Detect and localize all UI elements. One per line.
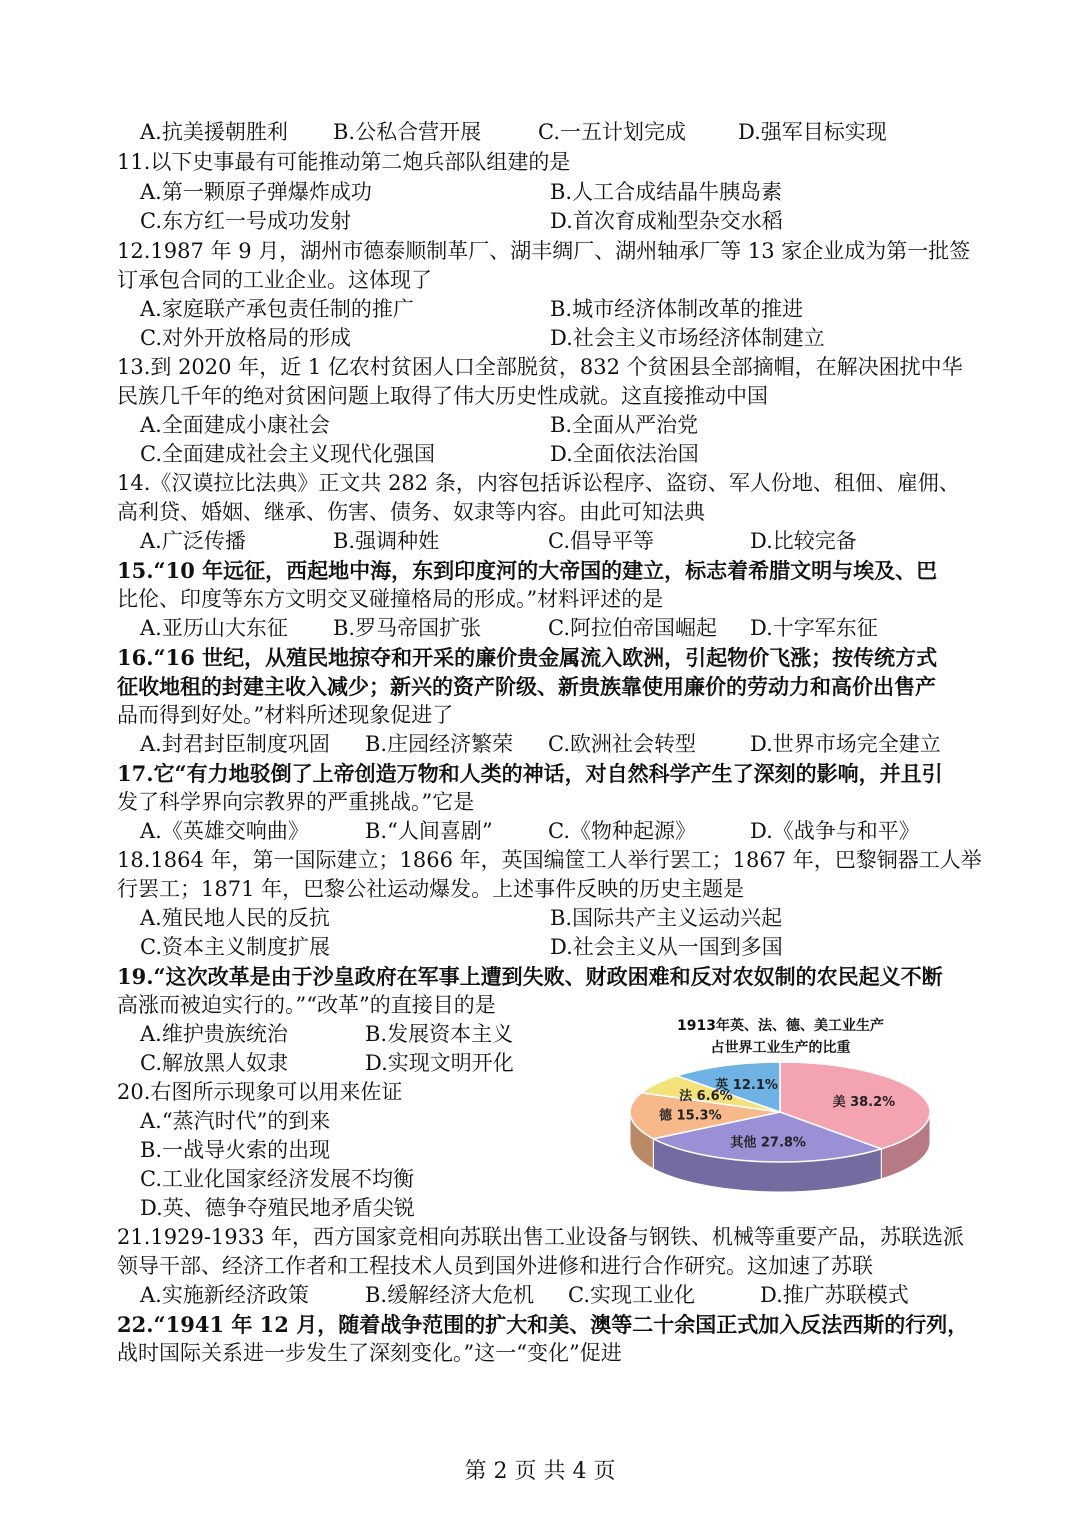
q20-stem: 20.右图所示现象可以用来佐证	[117, 1080, 403, 1104]
q15-stem-line2: 比伦、印度等东方文明交叉碰撞格局的形成。”材料评述的是	[117, 587, 664, 611]
q16-stem-line2: 征收地租的封建主收入减少；新兴的资产阶级、新贵族靠使用廉价的劳动力和高价出售产	[117, 674, 936, 699]
q21-option-d: D.推广苏联模式	[760, 1283, 909, 1307]
q22-stem-line1: 22.“1941 年 12 月，随着战争范围的扩大和美、澳等二十余国正式加入反法西斯的行列，	[117, 1312, 969, 1337]
q14-option-c: C.倡导平等	[548, 529, 654, 553]
q19-option-b: B.发展资本主义	[365, 1022, 514, 1046]
q11-stem: 11.以下史事最有可能推动第二炮兵部队组建的是	[117, 150, 571, 174]
q16-option-d: D.世界市场完全建立	[750, 732, 941, 756]
q15-option-d: D.十字军东征	[750, 616, 878, 640]
q18-option-b: B.国际共产主义运动兴起	[550, 906, 783, 930]
q15-stem-line1: 15.“10 年远征，西起地中海，东到印度河的大帝国的建立，标志着希腊文明与埃及、巴	[117, 558, 938, 583]
q12-option-b: B.城市经济体制改革的推进	[550, 297, 804, 321]
q21-stem-line2: 领导干部、经济工作者和工程技术人员到国外进修和进行合作研究。这加速了苏联	[117, 1254, 873, 1278]
q19-option-c: C.解放黑人奴隶	[140, 1051, 288, 1075]
q12-stem-line1: 12.1987 年 9 月，湖州市德泰顺制革厂、湖丰绸厂、湖州轴承厂等 13 家企业成为第一批签	[117, 239, 971, 263]
industrial-share-pie-chart	[618, 1015, 943, 1205]
q16-option-b: B.庄园经济繁荣	[365, 732, 514, 756]
q11-option-a: A.第一颗原子弹爆炸成功	[140, 180, 372, 204]
q12-option-c: C.对外开放格局的形成	[140, 326, 351, 350]
pie-label-德: 德 15.3%	[659, 1108, 722, 1124]
q21-option-b: B.缓解经济大危机	[365, 1283, 535, 1307]
q12-stem-line2: 订承包合同的工业企业。这体现了	[117, 268, 432, 292]
q17-option-d: D.《战争与和平》	[750, 819, 920, 843]
q20-option-c: C.工业化国家经济发展不均衡	[140, 1167, 414, 1191]
q13-option-a: A.全面建成小康社会	[140, 413, 330, 437]
q18-option-c: C.资本主义制度扩展	[140, 935, 330, 959]
q15-option-b: B.罗马帝国扩张	[333, 616, 482, 640]
q16-stem-line1: 16.“16 世纪，从殖民地掠夺和开采的廉价贵金属流入欧洲，引起物价飞涨；按传统方式	[117, 645, 938, 670]
q14-stem-line1: 14.《汉谟拉比法典》正文共 282 条，内容包括诉讼程序、盗窃、军人份地、租佃、雇佣、	[117, 471, 960, 495]
chart-title: 1913年英、法、德、美工业生产	[677, 1018, 884, 1034]
pie-label-美: 美 38.2%	[832, 1095, 896, 1111]
q18-stem-line2: 行罢工；1871 年，巴黎公社运动爆发。上述事件反映的历史主题是	[117, 877, 745, 901]
q14-stem-line2: 高利贷、婚姻、继承、伤害、债务、奴隶等内容。由此可知法典	[117, 500, 705, 524]
q17-option-c: C.《物种起源》	[548, 819, 696, 843]
q10-option-b: B.公私合营开展	[333, 120, 482, 144]
q15-option-c: C.阿拉伯帝国崛起	[548, 616, 717, 640]
q20-option-b: B.一战导火索的出现	[140, 1138, 331, 1162]
q13-option-c: C.全面建成社会主义现代化强国	[140, 442, 435, 466]
q21-option-c: C.实现工业化	[568, 1283, 695, 1307]
q11-option-b: B.人工合成结晶牛胰岛素	[550, 180, 783, 204]
q16-stem-line3: 品而得到好处。”材料所述现象促进了	[117, 703, 454, 727]
pie-svg	[618, 1057, 943, 1207]
q13-option-b: B.全面从严治党	[550, 413, 699, 437]
q11-option-c: C.东方红一号成功发射	[140, 209, 351, 233]
q17-option-a: A.《英雄交响曲》	[140, 819, 309, 843]
page-footer: 第 2 页 共 4 页	[464, 1459, 616, 1484]
q19-stem-line1: 19.“这次改革是由于沙皇政府在军事上遭到失败、财政困难和反对农奴制的农民起义不断	[117, 964, 943, 989]
q21-option-a: A.实施新经济政策	[140, 1283, 309, 1307]
q14-option-d: D.比较完备	[750, 529, 857, 553]
q18-option-d: D.社会主义从一国到多国	[550, 935, 783, 959]
q15-option-a: A.亚历山大东征	[140, 616, 288, 640]
chart-subtitle: 占世界工业生产的比重	[710, 1040, 851, 1056]
q18-option-a: A.殖民地人民的反抗	[140, 906, 330, 930]
q13-stem-line2: 民族几千年的绝对贫困问题上取得了伟大历史性成就。这直接推动中国	[117, 384, 768, 408]
q20-option-d: D.英、德争夺殖民地矛盾尖锐	[140, 1196, 415, 1220]
q19-option-d: D.实现文明开化	[365, 1051, 514, 1075]
pie-label-其他: 其他 27.8%	[730, 1135, 806, 1151]
q12-option-a: A.家庭联产承包责任制的推广	[140, 297, 414, 321]
q16-option-c: C.欧洲社会转型	[548, 732, 696, 756]
q13-stem-line1: 13.到 2020 年，近 1 亿农村贫困人口全部脱贫，832 个贫困县全部摘帽，在解决困扰中华	[117, 355, 963, 379]
q16-option-a: A.封君封臣制度巩固	[140, 732, 330, 756]
q18-stem-line1: 18.1864 年，第一国际建立；1866 年，英国编筐工人举行罢工；1867 年，巴黎铜器工人举	[117, 848, 982, 872]
q17-stem-line2: 发了科学界向宗教界的严重挑战。”它是	[117, 790, 475, 814]
q20-option-a: A.“蒸汽时代”的到来	[140, 1109, 331, 1133]
q10-option-d: D.强军目标实现	[738, 120, 887, 144]
q10-option-a: A.抗美援朝胜利	[140, 120, 288, 144]
pie-label-法: 法 6.6%	[679, 1088, 733, 1104]
q22-stem-line2: 战时国际关系进一步发生了深刻变化。”这一“变化”促进	[117, 1341, 622, 1365]
q10-option-c: C.一五计划完成	[538, 120, 686, 144]
q19-stem-line2: 高涨而被迫实行的。”“改革”的直接目的是	[117, 993, 496, 1017]
q17-option-b: B.“人间喜剧”	[365, 819, 493, 843]
q19-option-a: A.维护贵族统治	[140, 1022, 288, 1046]
q13-option-d: D.全面依法治国	[550, 442, 699, 466]
q12-option-d: D.社会主义市场经济体制建立	[550, 326, 825, 350]
q14-option-a: A.广泛传播	[140, 529, 246, 553]
q21-stem-line1: 21.1929-1933 年，西方国家竞相向苏联出售工业设备与钢铁、机械等重要产品，苏联选派	[117, 1225, 965, 1249]
q17-stem-line1: 17.它“有力地驳倒了上帝创造万物和人类的神话，对自然科学产生了深刻的影响，并且引	[117, 761, 943, 786]
q11-option-d: D.首次育成籼型杂交水稻	[550, 209, 783, 233]
q14-option-b: B.强调种姓	[333, 529, 440, 553]
pie-label-英: 英 12.1%	[715, 1078, 778, 1094]
